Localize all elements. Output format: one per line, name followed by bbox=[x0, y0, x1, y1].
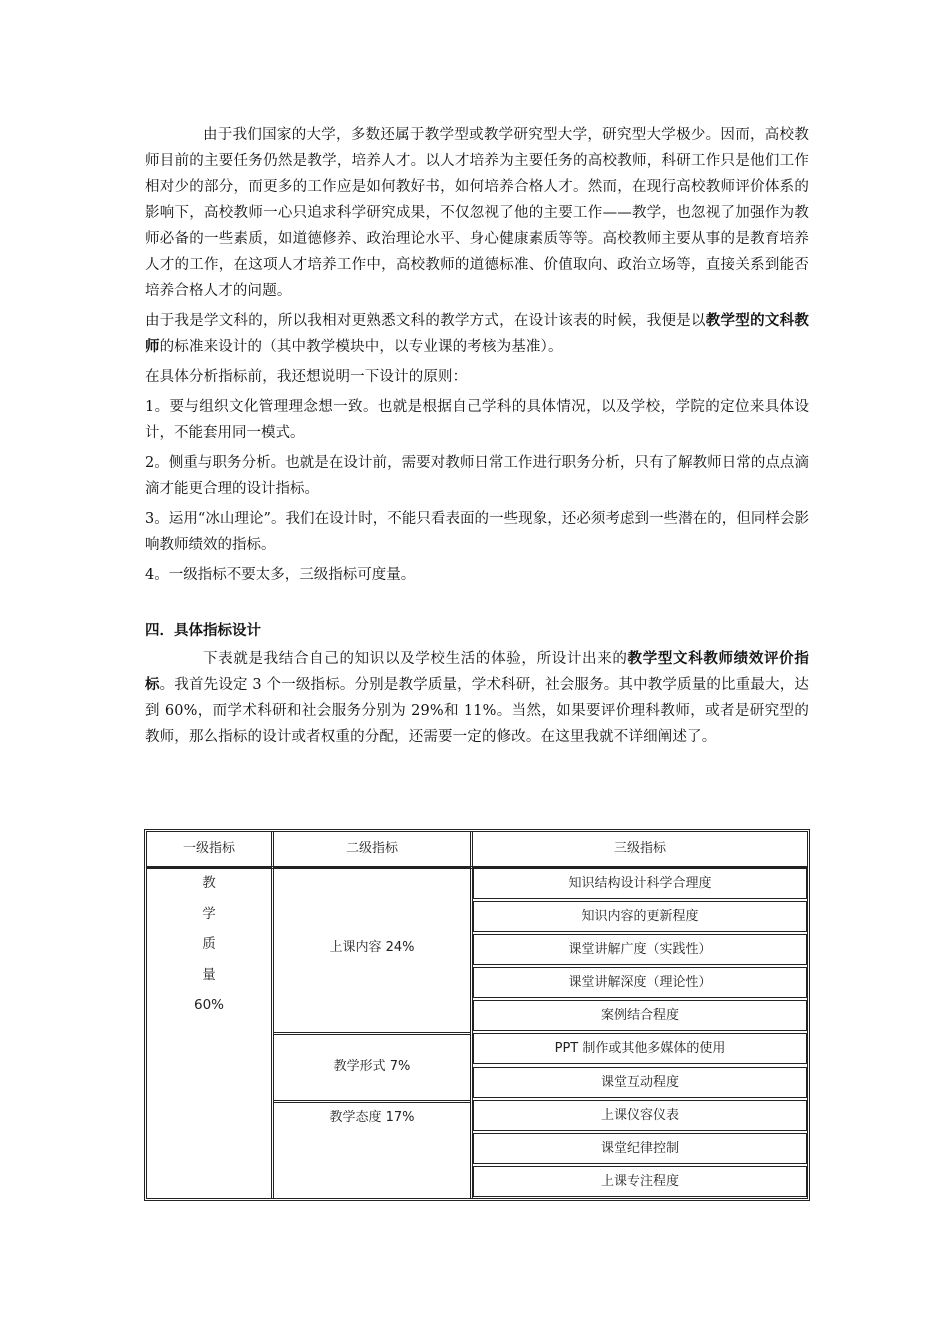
paragraph-principles-intro: 在具体分析指标前，我还想说明一下设计的原则： bbox=[145, 369, 468, 385]
principle-item: 2。侧重与职务分析。也就是在设计前，需要对教师日常工作进行职务分析，只有了解教师日常的点点滴滴才能更合理的设计指标。 bbox=[145, 455, 809, 497]
level3-item: 课堂互动程度 bbox=[473, 1067, 807, 1098]
level3-item: 课堂纪律控制 bbox=[473, 1133, 807, 1164]
level3-item: 上课仪容仪表 bbox=[473, 1100, 807, 1131]
level3-item: 案例结合程度 bbox=[473, 1000, 807, 1031]
paragraph-table-intro: 下表就是我结合自己的知识以及学校生活的体验，所设计出来的教学型文科教师绩效评价指标。我首先设定 3 个一级指标。分别是教学质量，学术科研，社会服务。其中教学质量的比重最大，达到 60%，而学术科研和社会服务分别为 29%和 11%。当然，如果要评价理科教师，或者是研究型的教师，那么指标的设计或者权重的分配，还需要一定的修改。在这里我就不详细阐述了。 bbox=[145, 650, 810, 745]
paragraph-design-basis: 由于我是学文科的，所以我相对更熟悉文科的教学方式，在设计该表的时候，我便是以教学型的文科教师的标准来设计的（其中教学模块中，以专业课的考核为基准）。 bbox=[145, 312, 809, 355]
level2-class-content: 上课内容 24% bbox=[329, 940, 415, 955]
principle-item: 3。运用“冰山理论”。我们在设计时，不能只看表面的一些现象，还必须考虑到一些潜在的，但同样会影响教师绩效的指标。 bbox=[145, 511, 809, 553]
principle-item: 1。要与组织文化管理理念想一致。也就是根据自己学科的具体情况，以及学校，学院的定位来具体设计，不能套用同一模式。 bbox=[145, 399, 809, 441]
table-header-level1: 一级指标 bbox=[147, 832, 271, 868]
section-heading: 四．具体指标设计 bbox=[145, 623, 261, 639]
level2-teaching-form: 教学形式 7% bbox=[333, 1059, 411, 1074]
indicator-table bbox=[144, 829, 810, 1201]
level3-item: 知识内容的更新程度 bbox=[473, 901, 807, 932]
document-body bbox=[145, 122, 809, 754]
level3-item: 课堂讲解广度（实践性） bbox=[473, 934, 807, 965]
principle-item: 4。一级指标不要太多，三级指标可度量。 bbox=[145, 567, 416, 583]
table-header-level3: 三级指标 bbox=[473, 832, 807, 868]
bold-phrase: 教学型文科教师绩效评价指标 bbox=[145, 650, 809, 693]
level3-item: PPT 制作或其他多媒体的使用 bbox=[473, 1033, 807, 1064]
level3-item: 课堂讲解深度（理论性） bbox=[473, 967, 807, 998]
bold-phrase: 教学型的文科教师 bbox=[145, 312, 809, 355]
level1-percent: 60% bbox=[193, 997, 224, 1013]
level3-item: 上课专注程度 bbox=[473, 1166, 807, 1197]
level2-teaching-attitude: 教学态度 17% bbox=[329, 1110, 415, 1125]
level3-item: 知识结构设计科学合理度 bbox=[473, 868, 807, 899]
level1-teaching-quality: 教 学 质 量 60% bbox=[147, 868, 271, 1021]
table-header-level2: 二级指标 bbox=[274, 832, 470, 868]
paragraph-intro: 由于我们国家的大学，多数还属于教学型或教学研究型大学，研究型大学极少。因而，高校教师目前的主要任务仍然是教学，培养人才。以人才培养为主要任务的高校教师，科研工作只是他们工作相对少的部分，而更多的工作应是如何教好书，如何培养合格人才。然而，在现行高校教师评价体系的影响下，高校教师一心只追求科学研究成果，不仅忽视了他的主要工作——教学，也忽视了加强作为教师必备的一些素质，如道德修养、政治理论水平、身心健康素质等等。高校教师主要从事的是教育培养人才的工作，在这项人才培养工作中，高校教师的道德标准、价值取向、政治立场等，直接关系到能否培养合格人才的问题。 bbox=[145, 127, 809, 299]
